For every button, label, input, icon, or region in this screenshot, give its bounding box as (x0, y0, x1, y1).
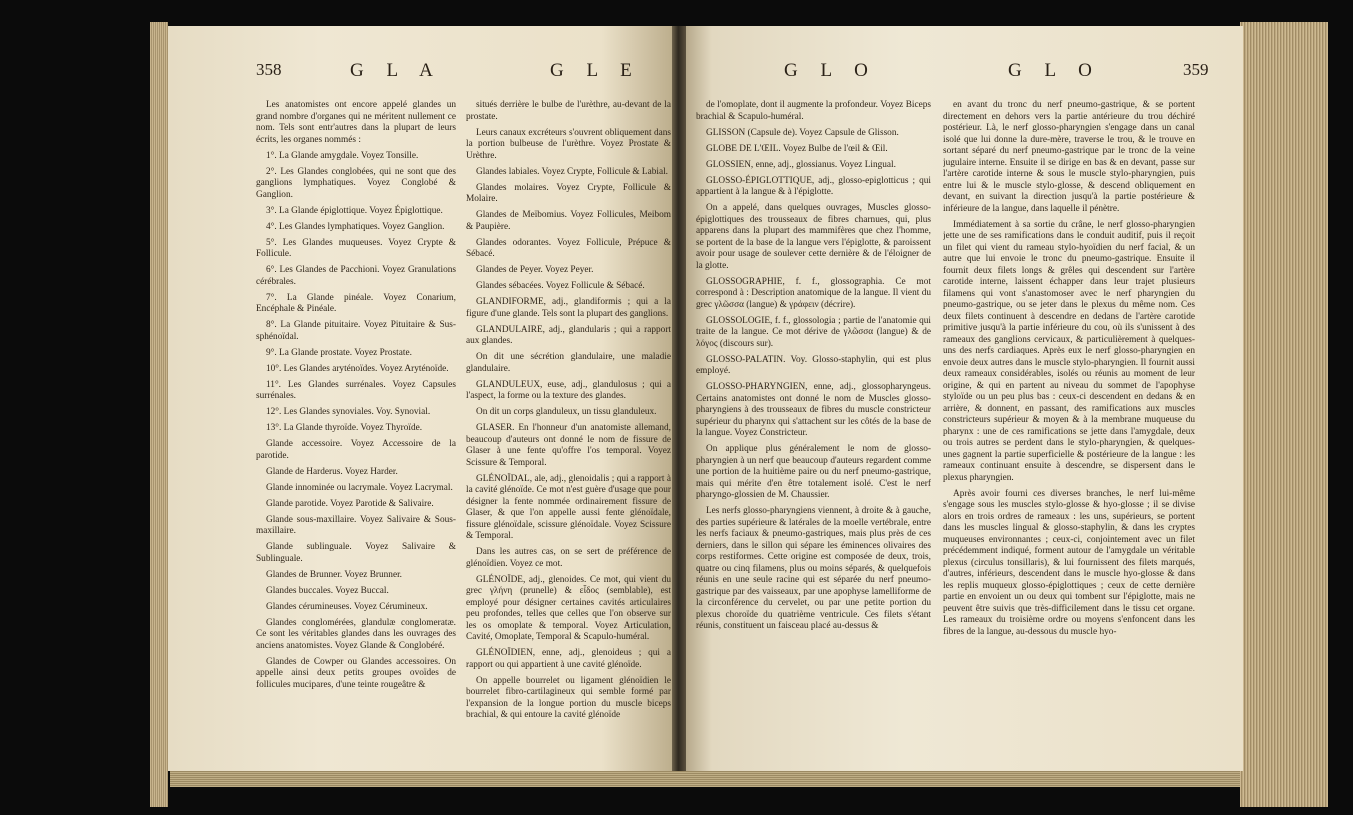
paragraph: Les nerfs glosso-pharyngiens viennent, à droite & à gauche, des parties supérieure & latérales de la moelle vertébrale, entre les nerfs faciaux & pneumo-gastriques, mais plus près de ces derniers, dans le sillon qui sépare les éminences olivaires des corps restiformes. Cette origine est composée de deux, trois, quatre ou cinq filamens, plus ou moins séparés, & quelquefois réunis en une seule racine qui est séparée du nerf pneumo-gastrique par des vaisseaux, par une apophyse lamelliforme de la circonférence du cervelet, ou par une petite portion du plexus choroïde du quatrième ventricule. Ces filets s'étant réunis, constituent un faisceau placé au-dessus & (696, 506, 931, 631)
paragraph: Glandes conglomérées, glandulæ conglomeratæ. Ce sont les véritables glandes dans les ouvrages des anciens anatomistes. Voyez Glande & Conglobéré. (256, 617, 456, 651)
running-head-left-col2: G L E (550, 60, 641, 81)
paragraph: 4°. Les Glandes lymphatiques. Voyez Ganglion. (266, 221, 445, 232)
running-head-left-col1: G L A (350, 60, 442, 81)
paragraph: Glandes de Peyer. Voyez Peyer. (476, 265, 594, 275)
paragraph: GLOSSO-PHARYNGIEN, enne, adj., glossopharyngeus. Certains anatomistes ont donné le nom de Muscles glosso-pharyngiens à des trousseaux de fibres du muscle constricteur supérieur du pharynx qui s'attachent sur les côtés de la base de la langue. Voyez Constricteur. (696, 382, 931, 438)
paragraph: Glandes odorantes. Voyez Follicule, Prépuce & Sébacé. (466, 237, 671, 259)
paragraph: 13°. La Glande thyroïde. Voyez Thyroïde. (266, 423, 423, 433)
paragraph: Glandes de Cowper ou Glandes accessoires. On appelle ainsi deux petits groupes ovoïdes de follicules mucipares, d'une teinte rougeâtre & (256, 656, 456, 690)
paragraph: Glande sous-maxillaire. Voyez Salivaire & Sous-maxillaire. (256, 514, 456, 536)
paragraph: 5°. Les Glandes muqueuses. Voyez Crypte & Follicule. (256, 237, 456, 259)
paragraph: 6°. Les Glandes de Pacchioni. Voyez Granulations cérébrales. (256, 265, 456, 287)
paragraph: 9°. La Glande prostate. Voyez Prostate. (266, 347, 412, 358)
paragraph: 11°. Les Glandes surrénales. Voyez Capsules surrénales. (256, 379, 456, 401)
paragraph: en avant du tronc du nerf pneumo-gastrique, & se portent directement en dehors vers la partie antérieure du trou déchiré postérieur. Là, le nerf glosso-pharyngien s'engage dans un canal isolé que lui donne la dure-mère, traverse le trou, & le trouve en sortant séparé du nerf pneumo-gastrique par le tronc de la veine jugulaire interne. Ensuite il se dirige en bas & en devant, passe sur l'artère carotide interne & sous le muscle stylo-pharyngien, puis entre lui & le muscle stylo-glosse, & descend obliquement en devant, en suivant la direction jusqu'à la partie postérieure & inférieure de la langue, dans laquelle il pénètre. (943, 100, 1195, 214)
paragraph: GLANDIFORME, adj., glandiformis ; qui a la figure d'une glande. Tels sont la plupart des ganglions. (466, 297, 671, 319)
paragraph: Glandes de Meïbomius. Voyez Follicules, Meibom & Paupière. (466, 210, 671, 232)
paragraph: Glandes sébacées. Voyez Follicule & Sébacé. (476, 281, 645, 291)
paragraph: 12°. Les Glandes synoviales. Voy. Synovial. (266, 407, 431, 417)
page-edges-left (150, 22, 168, 807)
running-head-right-col1: G L O (784, 60, 877, 81)
paragraph: On appelle bourrelet ou ligament glénoïdien le bourrelet fibro-cartilagineux qui semble formé par l'expansion de la longue portion du muscle biceps brachial, & qui entoure la cavité glénoïde (466, 675, 671, 720)
paragraph: On dit une sécrétion glandulaire, une maladie glandulaire. (466, 352, 671, 374)
paragraph: Après avoir fourni ces diverses branches, le nerf lui-même s'engage sous les muscles stylo-glosse & hyo-glosse ; il se divise alors en trois ordres de rameaux : les uns, supérieurs, se portent dans les muscles lingual & glosso-staphylin, & dans les cryptes muqueuses environnantes ; ceux-ci, conjointement avec un filet précédemment indiqué, forment autour de l'amygdale un véritable plexus (circulus tonsillaris), & lui fournissent des filets marqués, d'autres, inférieurs, descendent dans le muscle hyo-glosse & dans les replis muqueux glosso-épiglottiques ; ceux de cette dernière partie en envoient un ou deux qui tombent sur l'épiglotte, mais ne peuvent être suivis que très-difficilement dans le tissu cet organe. Les rameaux du troisième ordre ou moyens s'enfoncent dans les fibres de la langue, au-dessous du muscle hyo- (943, 488, 1195, 637)
paragraph: GLÉNOÏDE, adj., glenoides. Ce mot, qui vient du grec γλήνη (prunelle) & εἶδος (semblable), est employé pour désigner certaines cavités articulaires peu profondes, telles que celles que l'on observe sur les os omoplate & temporal. Voyez Articulation, Cavité, Omoplate, Temporal & Scapulo-huméral. (466, 574, 671, 642)
paragraph: 8°. La Glande pituitaire. Voyez Pituitaire & Sus-sphénoïdal. (256, 320, 456, 342)
paragraph: Immédiatement à sa sortie du crâne, le nerf glosso-pharyngien jette une de ses ramifications dans le conduit auditif, puis il reçoit un filet qui vient du rameau stylo-hyoïdien du nerf facial, & un autre que lui envoie le tronc du pneumo-gastrique. Ensuite il fournit deux filets longs & grêles qui descendent sur l'artère carotide interne, laissent échapper dans leur trajet plusieurs filamens qui vont s'anastomoser avec le nerf pharyngien du pneumo-gastrique, ou se jeter dans le plexus du même nom. Ces deux filets continuent à descendre en dedans de l'artère carotide primitive jusqu'à la partie inférieure du cou, où ils s'unissent à des rameaux des ganglions cervicaux, & particulièrement à quelques-uns des nerfs cardiaques. Après eux le nerf glosso-pharyngien en envoie deux autres dans le muscle stylo-pharyngien. Il fournit aussi deux rameaux considérables, isolés ou réunis au moment de leur origine, & qui en partent au niveau du sommet de l'apophyse styloïde ou un peu plus bas : ceux-ci descendent en dedans & en arrière, & donnent, en passant, des ramifications aux muscles constricteurs supérieur & moyen & à la membrane muqueuse du pharynx : une de ces ramifications se jette dans l'amygdale, deux ou trois autres se perdent dans le stylo-pharyngien, & quelques-unes gagnent la partie superficielle & postérieure de la langue : les rameaux continuant ensuite à descendre, se dispersent dans le plexus pharyngien. (943, 219, 1195, 483)
paragraph: 3°. La Glande épiglottique. Voyez Épiglottique. (266, 205, 443, 216)
paragraph: GLANDULAIRE, adj., glandularis ; qui a rapport aux glandes. (466, 324, 671, 346)
paragraph: Leurs canaux excréteurs s'ouvrent obliquement dans la portion bulbeuse de l'urèthre. Voyez Prostate & Urèthre. (466, 127, 671, 161)
paragraph: 10°. Les Glandes aryténoïdes. Voyez Aryténoïde. (266, 363, 449, 374)
paragraph: Dans les autres cas, on se sert de préférence de glénoïdien. Voyez ce mot. (466, 547, 671, 569)
paragraph: GLOSSO-ÉPIGLOTTIQUE, adj., glosso-epiglotticus ; qui appartient à la langue & à l'épiglotte. (696, 175, 931, 197)
right-column-2 (943, 100, 1195, 768)
paragraph: GLOSSOLOGIE, f. f., glossologia ; partie de l'anatomie qui traite de la langue. Ce mot dérive de γλῶσσα (langue) & de λόγος (discours sur). (696, 315, 931, 349)
paragraph: Glandes cérumineuses. Voyez Cérumineux. (266, 601, 428, 612)
left-page (168, 26, 678, 771)
paragraph: On applique plus généralement le nom de glosso-pharyngien à un nerf que beaucoup d'auteurs regardent comme une portion de la huitième paire ou du nerf pneumo-gastrique, mais qui mérite d'en être totalement isolé. C'est le nerf pharyngo-glossien de M. Chaussier. (696, 444, 931, 500)
paragraph: GLOSSIEN, enne, adj., glossianus. Voyez Lingual. (706, 159, 896, 170)
paragraph: On dit un corps glanduleux, un tissu glanduleux. (476, 407, 657, 417)
paragraph: GLANDULEUX, euse, adj., glandulosus ; qui a l'aspect, la forme ou la texture des glandes. (466, 379, 671, 401)
paragraph: 2°. Les Glandes conglobées, qui ne sont que des ganglions lymphatiques. Voyez Conglobé & Ganglion. (256, 166, 456, 200)
paragraph: GLOBE DE L'ŒIL. Voyez Bulbe de l'œil & Œil. (706, 143, 888, 154)
paragraph: GLÉNOÏDIEN, enne, adj., glenoideus ; qui a rapport ou qui appartient à une cavité glénoïde. (466, 648, 671, 670)
running-head-right-col2: G L O (1008, 60, 1101, 81)
paragraph: On a appelé, dans quelques ouvrages, Muscles glosso-épiglottiques des trousseaux de fibres charnues, qui, plus apparens dans la plupart des mammifères que chez l'homme, se portent de la base de la langue vers l'épiglotte, & paroissent avoir pour usage de soulever cette dernière & de l'éloigner de la glotte. (696, 203, 931, 271)
paragraph: de l'omoplate, dont il augmente la profondeur. Voyez Biceps brachial & Scapulo-huméral. (696, 100, 931, 122)
paragraph: 1°. La Glande amygdale. Voyez Tonsille. (266, 150, 419, 161)
paragraph: Glande innominée ou lacrymale. Voyez Lacrymal. (266, 482, 453, 493)
paragraph: GLOSSO-PALATIN. Voy. Glosso-staphylin, qui est plus employé. (696, 354, 931, 376)
paragraph: GLISSON (Capsule de). Voyez Capsule de Glisson. (706, 127, 899, 138)
paragraph: Les anatomistes ont encore appelé glandes un grand nombre d'organes qui ne méritent nullement ce nom. Tels sont entr'autres dans la plupart de leurs écrits, les organes nommés : (256, 100, 456, 145)
paragraph: Glande parotide. Voyez Parotide & Salivaire. (266, 498, 434, 509)
paragraph: Glande de Harderus. Voyez Harder. (266, 466, 398, 477)
paragraph: 7°. La Glande pinéale. Voyez Conarium, Encéphale & Pinéale. (256, 292, 456, 314)
paragraph: GLÉNOÏDAL, ale, adj., glenoidalis ; qui a rapport à la cavité glénoïde. Ce mot n'est guère d'usage que pour désigner la fente nommée ordinairement fissure de Glaser, & que l'on appelle aussi fente glénoïdale, fissure glénoïdale, scissure glénoïdale. Voyez Scissure & Temporal. (466, 473, 671, 541)
paragraph: Glandes buccales. Voyez Buccal. (266, 585, 389, 596)
paragraph: GLOSSOGRAPHIE, f. f., glossographia. Ce mot correspond à : Description anatomique de la langue. Il vient du grec γλῶσσα (langue) & γράφειν (décrire). (696, 276, 931, 310)
paragraph: GLASER. En l'honneur d'un anatomiste allemand, beaucoup d'auteurs ont donné le nom de fissure de Glaser à une fente qu'offre l'os temporal. Voyez Scissure & Temporal. (466, 423, 671, 468)
book-gutter (672, 26, 686, 771)
left-column-2 (466, 100, 671, 768)
paragraph: Glande sublinguale. Voyez Salivaire & Sublinguale. (256, 542, 456, 564)
paragraph: Glandes de Brunner. Voyez Brunner. (266, 569, 402, 580)
left-column-1 (256, 100, 456, 768)
paragraph: Glande accessoire. Voyez Accessoire de la parotide. (256, 439, 456, 461)
page-number-right: 359 (1183, 60, 1209, 79)
page-edges-right (1240, 22, 1328, 807)
right-column-1 (696, 100, 931, 768)
paragraph: situés derrière le bulbe de l'urèthre, au-devant de la prostate. (466, 100, 671, 122)
paragraph: Glandes labiales. Voyez Crypte, Follicule & Labial. (476, 166, 669, 177)
page-number-left: 358 (256, 60, 282, 79)
paragraph: Glandes molaires. Voyez Crypte, Follicule & Molaire. (466, 182, 671, 204)
right-page (678, 26, 1243, 771)
